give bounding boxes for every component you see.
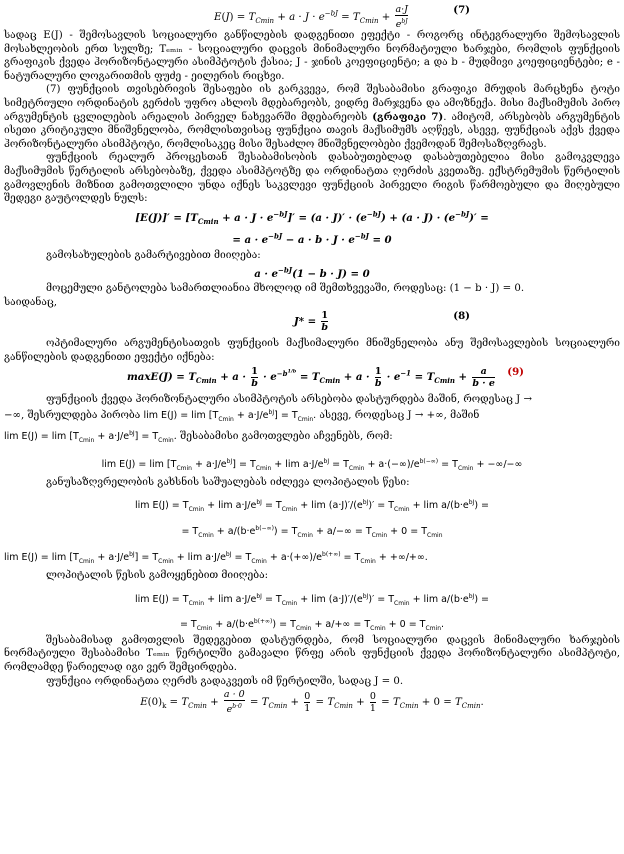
equation-lhopital-minus-2: = $T_{Cmin} + a/(b\cdot e^{b(-\infty)}) = T_{Cmin} + a/-\infty = T_{Cmin} + 0 = T_{Cmin}$ [181,525,443,540]
paragraph-asymptote-cont: −∞, შესრულდება პირობა $\lim E(J) = \lim [T_{Cmin} + a\cdot J/e^{bJ}] = T_{Cmin}$. ასევე, როდესაც J → +∞, მაშინ [4,409,480,424]
equation-number-8: (8) [453,310,470,323]
paragraph-lhopital: განუსაზღვრელობის გახსნის საშუალებას იძლევა ლოპიტალის წესი: [46,476,410,488]
graph-7-reference[interactable]: (გრაფიკი 7) [372,110,444,123]
paragraph-definitions: სადაც E(J) - შემოსავლის სოციალური განწილების დადგენითი ეფექტი - როგორც ინტეგრალური შემოსავლის მოსახლეობის ერთ სულზე; Tₑₘᵢₙ - სოციალური დაცვის მინიმალური ნორმატიული ხარჯები, რომლის ფუნქციის გრაფიკის ქვედა ჰორიზონტალური ასიმპტოტის ქასია; J - ჯინის კოეფიციენტი; a და b - მუდმივი კოეფიციენტები; e - ნატურალური ლოგარითმის ფუძე - ეილერის რიცხვი. [4,30,620,82]
equation-simplified: $a \cdot e^{-bJ}(1 - b \cdot J) = 0$ [254,265,370,280]
equation-lhopital-plus-2: = $T_{Cmin} + a/(b\cdot e^{b(+\infty)}) = T_{Cmin} + a/+\infty = T_{Cmin} + 0 = T_{Cmin}$. [179,617,445,632]
paragraph-hence: საიდანაც, [4,296,57,308]
paragraph-asymptote [4,393,620,407]
paragraph-lhopital-result: ლოპიტალის წესის გამოყენებით მიიღება: [46,570,269,582]
equation-9: $\max E(J) = T_{Cmin} + a$ · $\frac{1}{b}$ · $e^{-b^{1/b}} = T_{Cmin} + a$ · $\frac{1}{b}$ · $e^{-1} = T_{Cmin}$ + $\frac{a}{b \cdot e}$ (9) [127,365,524,389]
paragraph-ordinate: ფუნქცია ორდინატთა ღერძს გადაკვეთს იმ წერტილში, სადაც J = 0. [46,675,404,687]
paragraph-function-properties-a: (7) ფუნქციის თვისებრივის შესაფები ის გარკვევა, რომ შესაბამისი გრაფიკი მრუდის მარცხენა ტოტი სიმეტრიული ორდინატის გერძის უფრო ახლოს მდებარეობს, ვიდრე მარჯვენა და ამოზნექა. მისი მაქსიმუმის პირო არგუმენტის ცვლილების არეალის პირველ ნახევარში მდებარეობს [4,84,620,123]
paragraph-asymptote-end: $\lim E(J) = \lim [T_{Cmin} + a\cdot J/e^{bJ}] = T_{Cmin}$. შესაბამისი გამოთვლები აჩვენებს, რომ: [4,429,393,444]
paragraph-function-properties-c: . ამიტომ, არსებობს არგუმენტის ისეთი კრიტიკული მნიშვნელობა, რომლისთვისაც ფუნქცია თავის მაქსიმუმს აღწევს, ასევე, ფუნქციას აქვს ქვედა ჰორიზონტალური ასიმპტოტი, რომლისაკეც მისი შესაძლო მნიშვნელობები ქვემოდან შემოსაზღვრავს. [4,111,620,150]
equation-derivative: $[E(J)]' = [T_{Cmin} + a \cdot J \cdot e^{-bJ}]' = (a \cdot J)' \cdot (e^{-bJ}) + (a \cdot J) \cdot (e^{-bJ})'$ = [135,209,489,227]
paragraph-conclusion: შესაბამისად გამოთვლის შედეგებით დასტურდება, რომ სოციალური დაცვის მინიმალური ხარჯების ნორმატიული შესაბამისი Tₑₘᵢₙ წერტილში გამავალი წრფე არის ფუნქციის ქვედა ჰორიზონტალური ასიმპტოტი, რომლამდე წარიელად იგი ვერ შემცირდება. [4,634,620,673]
paragraph-condition: მოცემული განტოლება სამართლიანია მხოლოდ იმ შემთხვევაში, როდესაც: (1 − b · J) = 0. [46,283,525,295]
equation-number-7: (7) [453,4,470,16]
equation-lhopital-minus: $\lim E(J) = T_{Cmin} + \lim a\cdot J/e^{bJ} = T_{Cmin} + \lim (a\cdot J)'/(e^{bJ})' = T_{Cmin} + \lim a/(b\cdot e^{bJ})$ = [135,499,489,514]
paragraph-asymptote-a: ფუნქციის ქვედა ჰორიზონტალური ასიმპტოტის არსებობა დასტურდება მაშინ, როდესაც J → [46,393,532,405]
paragraph-function-properties [4,83,620,151]
equation-derivative-line2: = $a \cdot e^{-bJ} - a \cdot b \cdot J \cdot e^{-bJ} = 0$ [232,231,392,247]
paragraph-simplification: გამოსახულების გამარტივებით მიიღება: [46,249,261,261]
equation-e0: $E(0)_k = T_{Cmin}$ + $\frac{a \cdot 0}{e^{b\cdot 0}}$ = $T_{Cmin}$ + $\frac{0}{1}$ = $T_{Cmin}$ + $\frac{0}{1}$ = $T_{Cmin} + 0 = T_{Cmin}$. [140,689,484,716]
equation-limit-plus-inf: $\lim E(J) = \lim [T_{Cmin} + a\cdot J/e^{bJ}] = T_{Cmin} + \lim a\cdot J/e^{bJ} = T_{Cmin} + a\cdot(+\infty)/e^{b(+\infty)} = T_{Cmin}$ + +∞/+∞. [4,551,428,566]
paragraph-asymptote-d: . შესაბამისი გამოთვლები აჩვენებს, რომ: [173,431,393,443]
paragraph-asymptote-b: −∞, შესრულდება პირობა [4,410,141,422]
equation-lhopital-plus: $\lim E(J) = T_{Cmin} + \lim a\cdot J/e^{bJ} = T_{Cmin} + \lim (a\cdot J)'/(e^{bJ})' = T_{Cmin} + \lim a/(b\cdot e^{bJ})$ = [135,592,489,607]
equation-7: $E(J) = T_{Cmin} + a \cdot J \cdot e^{-bJ} = T_{Cmin}$ + $\frac{a\cdot J}{e^{bJ}}$ (7) [214,4,470,31]
paragraph-extremum-method: ფუნქციის რეალურ პროცესთან შესაბამისობის დასაბუთებლად დასაბუთებელია მისი გამოკვლევა მაქსიმუმის წერტილის არსებობაზე, ქვედა ასიმპტოტზე და ორდინატთა ღერძის კვეთაზე. ექსტრემუმის წერტილის გამოვლენის მიზნით გამოთვლილი უნდა იქნეს საკვლევი ფუნქციის პირველი რიგის წარმოებული და მიღებული შედეგი გაუტოლდეს ნულს: [4,152,620,205]
paragraph-asymptote-c: ასევე, როდესაც J → +∞, მაშინ [319,410,480,422]
equation-limit-minus-inf: $\lim E(J) = \lim [T_{Cmin} + a\cdot J/e^{bJ}] = T_{Cmin} + \lim a\cdot J/e^{bJ} = T_{Cmin} + a\cdot(-\infty)/e^{b(-\infty)} = T_{Cmin}$ + −∞/−∞ [101,457,523,472]
equation-8: J* = $\frac{1}{b}$ (8) [293,310,470,334]
paragraph-optimal-argument: ოპტიმალური არგუმენტისათვის ფუნქციის მაქსიმალური მნიშვნელობა ანუ შემოსავლების სოციალური განწილების დადგენითი ეფექტი იქნება: [4,338,620,364]
equation-number-9: (9) [507,365,524,378]
